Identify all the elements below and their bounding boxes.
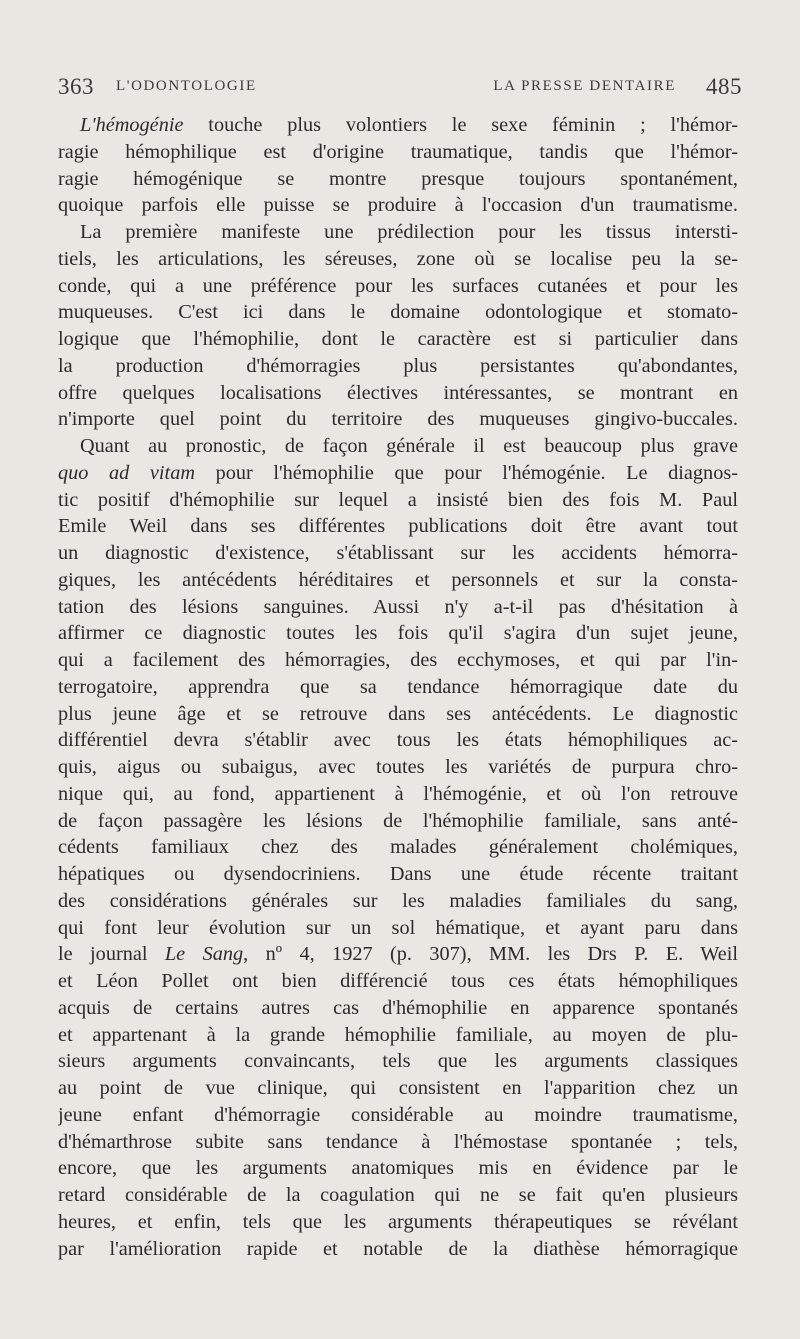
text-segment: Quant au pronostic, de façon générale il est beaucoup plus grave <box>80 435 738 457</box>
text-line <box>58 192 738 219</box>
text-line <box>58 701 738 728</box>
text-line <box>58 888 738 915</box>
text-line <box>58 1236 738 1263</box>
text-line <box>58 620 738 647</box>
text-segment: sieurs arguments convaincants, tels que les arguments classiques <box>58 1050 738 1073</box>
text-line <box>58 781 738 808</box>
text-segment: par l'amélioration rapide et notable de la diathèse hémorragique <box>58 1237 738 1260</box>
text-line <box>58 995 738 1022</box>
text-segment: jeune enfant d'hémorragie considérable au moindre traumatisme, <box>58 1103 738 1126</box>
text-line <box>58 112 738 139</box>
text-line <box>58 139 738 166</box>
text-segment: encore, que les arguments anatomiques mis en évidence par le <box>58 1157 738 1180</box>
text-segment: heures, et enfin, tels que les arguments thérapeutiques se révélant <box>58 1210 738 1233</box>
text-line <box>58 674 738 701</box>
text-line <box>58 1209 738 1236</box>
body-text <box>58 112 738 1262</box>
text-segment: plus jeune âge et se retrouve dans ses antécédents. Le diagnostic <box>58 702 738 725</box>
text-segment: différentiel devra s'établir avec tous les états hémophiliques ac- <box>58 729 738 752</box>
text-segment: n'importe quel point du territoire des muqueuses gingivo-buccales. <box>58 408 738 431</box>
text-segment: touche plus volontiers le sexe féminin ; l'hémor- <box>183 114 738 136</box>
text-segment: affirmer ce diagnostic toutes les fois qu'il s'agira d'un sujet jeune, <box>58 622 738 645</box>
text-segment: offre quelques localisations électives intéressantes, se montrant en <box>58 381 738 404</box>
text-segment: retard considérable de la coagulation qui ne se fait qu'en plusieurs <box>58 1184 738 1206</box>
text-segment: nique qui, au fond, appartienent à l'hémogénie, et où l'on retrouve <box>58 782 738 805</box>
text-line <box>58 326 738 353</box>
text-segment: conde, qui a une préférence pour les surfaces cutanées et pour les <box>58 274 738 297</box>
text-segment: La première manifeste une prédilection pour les tissus intersti- <box>80 221 738 243</box>
text-segment: la production d'hémorragies plus persistantes qu'abondantes, <box>58 354 738 377</box>
text-segment: logique que l'hémophilie, dont le caractère est si particulier dans <box>58 328 738 350</box>
text-line <box>58 1075 738 1102</box>
right-running-title: LA PRESSE DENTAIRE <box>493 78 676 94</box>
text-line <box>58 513 738 540</box>
text-line <box>58 166 738 193</box>
text-segment: muqueuses. C'est ici dans le domaine odontologique et stomato- <box>58 301 738 324</box>
text-line <box>58 861 738 888</box>
text-line <box>58 834 738 861</box>
text-line <box>58 941 738 968</box>
text-segment: pour l'hémophilie que pour l'hémogénie. Le diagnos- <box>194 461 738 484</box>
text-segment: et appartenant à la grande hémophilie familiale, au moyen de plu- <box>58 1023 738 1046</box>
running-header <box>58 74 742 106</box>
text-line <box>58 808 738 835</box>
italic-segment: Le Sang <box>164 943 244 966</box>
text-line <box>58 1022 738 1049</box>
text-segment: qui a facilement des hémorragies, des ecchymoses, et qui par l'in- <box>58 649 738 671</box>
right-page-number: 485 <box>706 74 742 99</box>
text-line <box>58 299 738 326</box>
text-segment: , nº 4, 1927 (p. 307), MM. les Drs P. E. Weil <box>243 943 738 966</box>
text-segment: tiels, les articulations, les séreuses, zone où se localise peu la se- <box>58 247 738 270</box>
text-segment: tation des lésions sanguines. Aussi n'y a-t-il pas d'hésitation à <box>58 595 738 618</box>
text-segment: d'hémarthrose subite sans tendance à l'hémostase spontanée ; tels, <box>58 1130 738 1153</box>
text-segment: Emile Weil dans ses différentes publications doit être avant tout <box>58 515 738 538</box>
text-line <box>58 968 738 995</box>
text-line <box>58 647 738 674</box>
text-line <box>58 915 738 942</box>
italic-segment: quo ad vitam <box>58 461 195 484</box>
text-line <box>58 1182 738 1209</box>
text-line <box>58 246 738 273</box>
text-line <box>58 540 738 567</box>
text-line <box>58 219 738 246</box>
text-segment: de façon passagère les lésions de l'hémophilie familiale, sans anté- <box>58 809 738 832</box>
text-segment: terrogatoire, apprendra que sa tendance hémorragique date du <box>58 675 738 698</box>
text-segment: tic positif d'hémophilie sur lequel a insisté bien des fois M. Paul <box>58 488 738 511</box>
left-running-title: L'ODONTOLOGIE <box>116 78 257 94</box>
text-line <box>58 1102 738 1129</box>
text-segment: giques, les antécédents héréditaires et personnels et sur la consta- <box>58 568 738 591</box>
text-segment: un diagnostic d'existence, s'établissant sur les accidents hémorra- <box>58 542 738 564</box>
text-line <box>58 1048 738 1075</box>
text-line <box>58 433 738 460</box>
text-line <box>58 1129 738 1156</box>
text-line <box>58 1155 738 1182</box>
text-line <box>58 754 738 781</box>
left-page-number: 363 <box>58 74 94 99</box>
text-segment: qui font leur évolution sur un sol hématique, et ayant paru dans <box>58 916 738 939</box>
text-line <box>58 406 738 433</box>
text-segment: hépatiques ou dysendocriniens. Dans une étude récente traitant <box>58 863 738 885</box>
text-line <box>58 487 738 514</box>
text-line <box>58 727 738 754</box>
text-segment: au point de vue clinique, qui consistent en l'apparition chez un <box>58 1077 738 1099</box>
text-line <box>58 460 738 487</box>
text-segment: acquis de certains autres cas d'hémophilie en apparence spontanés <box>58 996 738 1019</box>
text-segment: cédents familiaux chez des malades généralement cholémiques, <box>58 836 738 859</box>
text-segment: ragie hémophilique est d'origine traumatique, tandis que l'hémor- <box>58 140 738 163</box>
text-segment: le journal <box>58 943 165 966</box>
text-segment: quoique parfois elle puisse se produire à l'occasion d'un traumatisme. <box>58 194 738 217</box>
text-segment: et Léon Pollet ont bien différencié tous ces états hémophiliques <box>58 970 738 992</box>
text-segment: quis, aigus ou subaigus, avec toutes les variétés de purpura chro- <box>58 756 738 778</box>
text-line <box>58 353 738 380</box>
text-segment: ragie hémogénique se montre presque toujours spontanément, <box>58 167 738 190</box>
text-line <box>58 594 738 621</box>
text-line <box>58 273 738 300</box>
italic-segment: L'hémogénie <box>80 114 184 136</box>
text-line <box>58 567 738 594</box>
text-line <box>58 380 738 407</box>
text-segment: des considérations générales sur les maladies familiales du sang, <box>58 889 738 912</box>
